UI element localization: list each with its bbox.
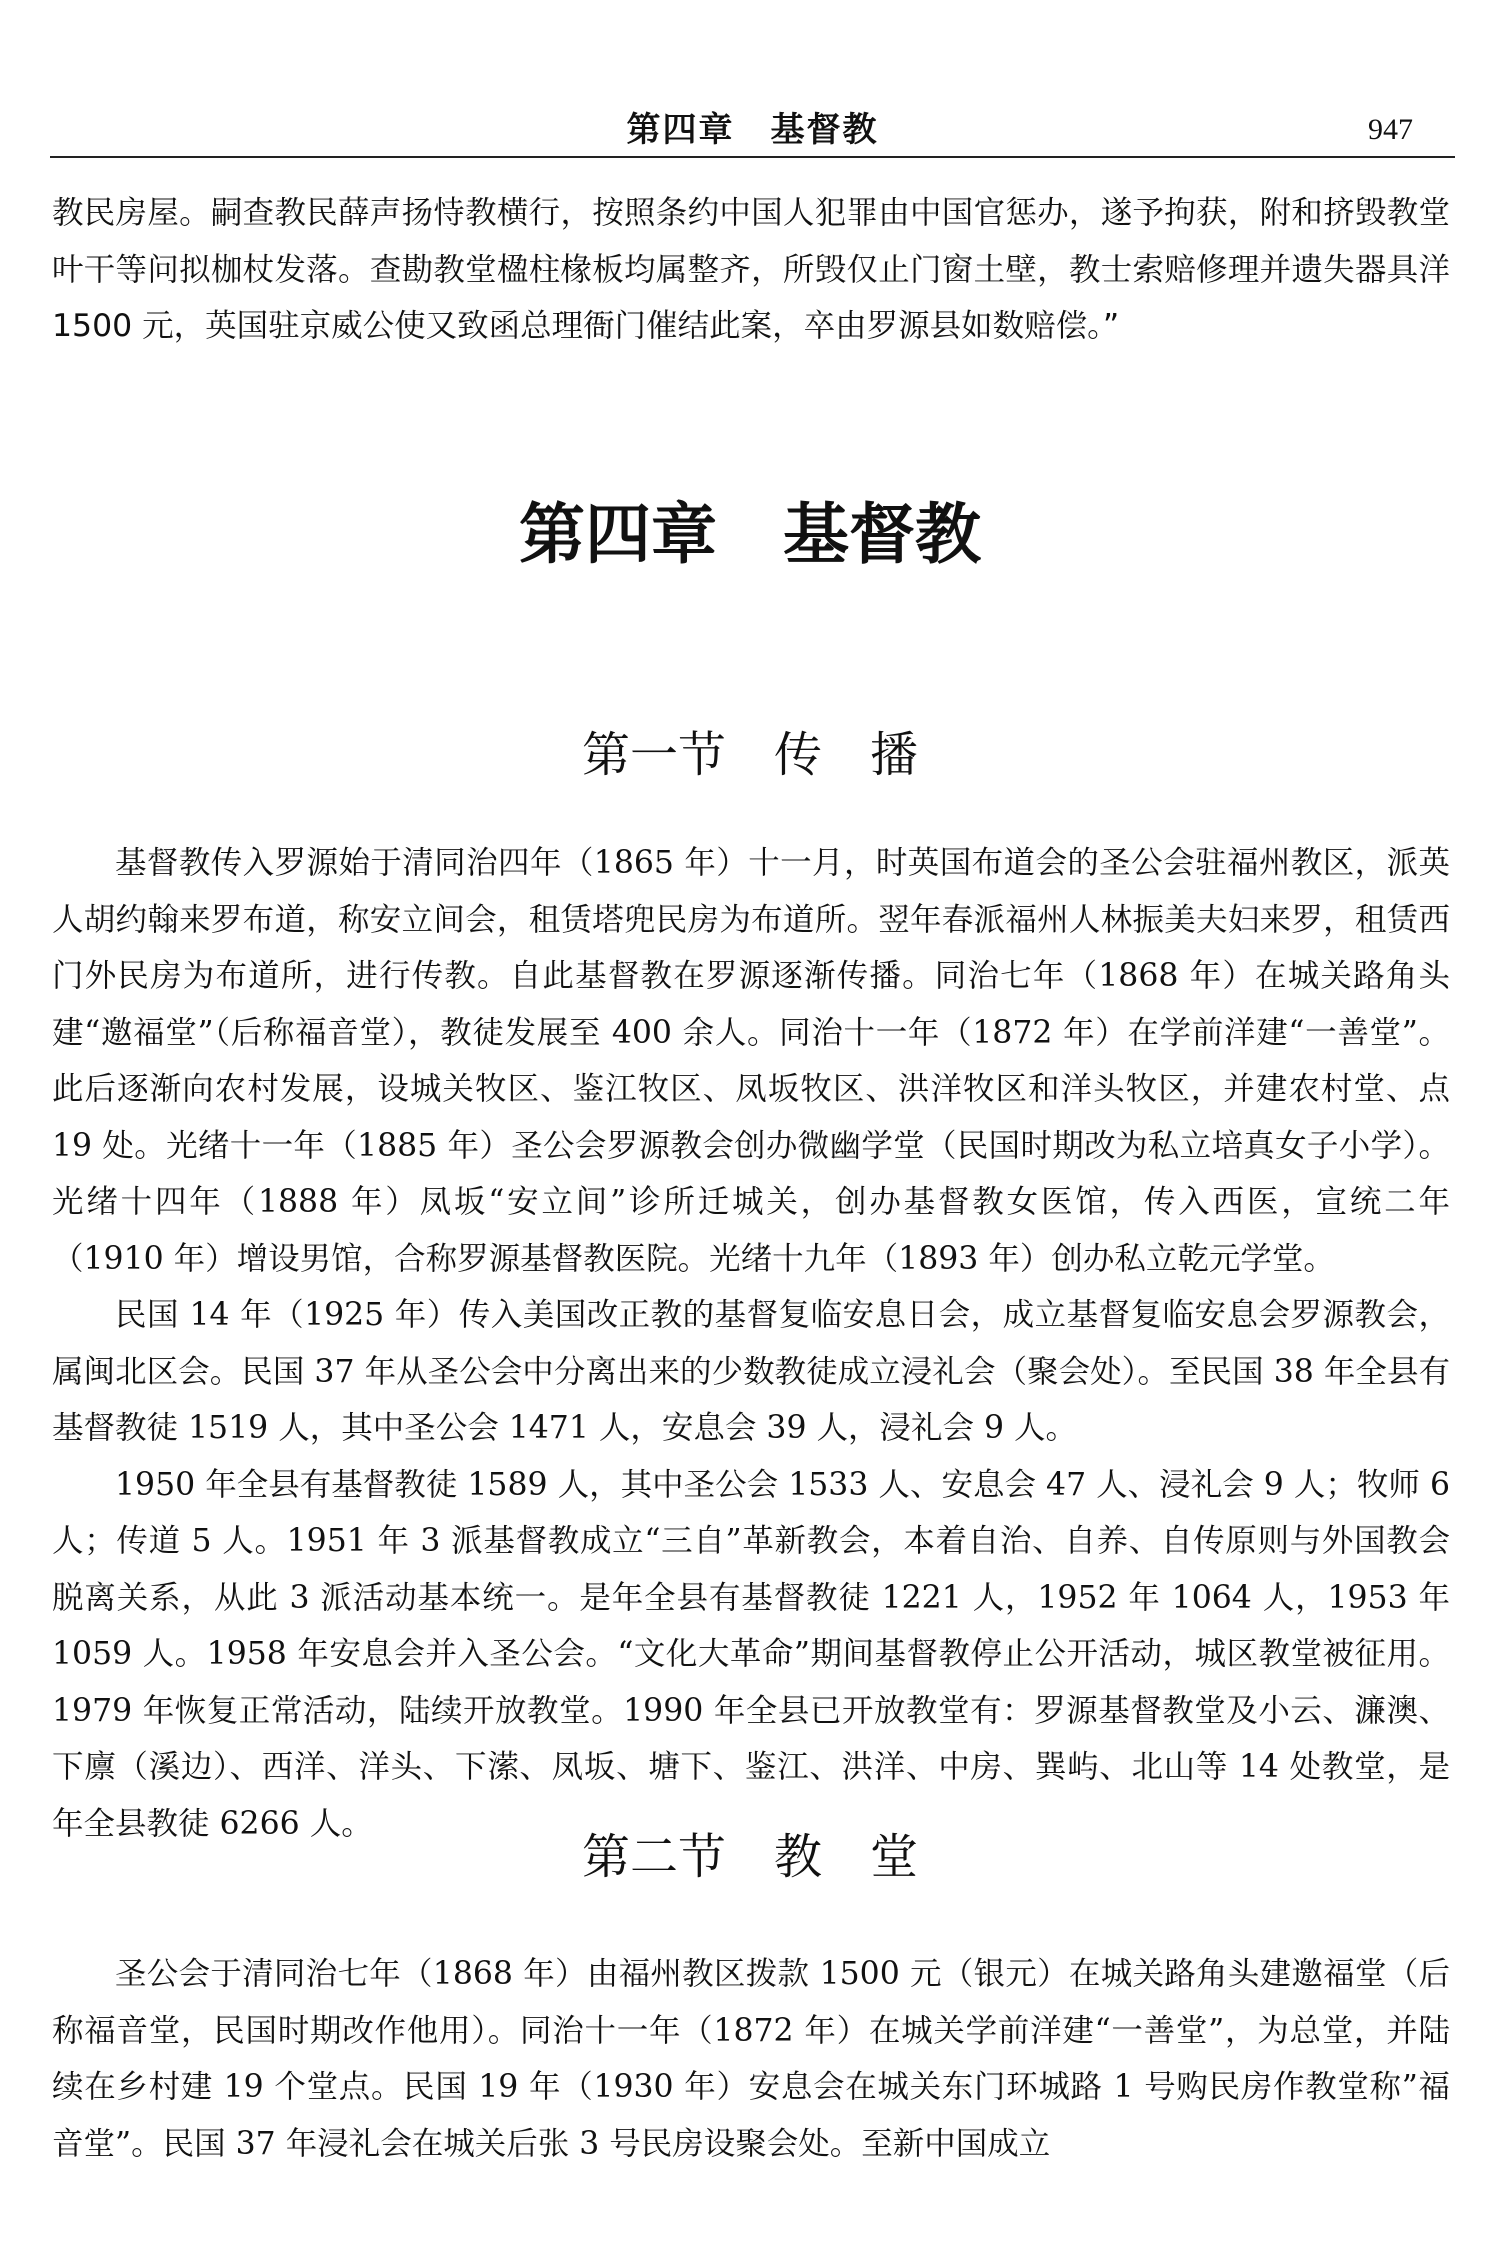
running-title: 第四章 基督教	[626, 110, 879, 150]
page-number: 947	[1368, 113, 1413, 146]
paragraph: 基督教传入罗源始于清同治四年（1865 年）十一月，时英国布道会的圣公会驻福州教区，派英人胡约翰来罗布道，称安立间会，租赁塔兜民房为布道所。翌年春派福州人林振美夫妇来罗，租赁西门外民房为布道所，进行传教。自此基督教在罗源逐渐传播。同治七年（1868 年）在城关路角头建“邀福堂”（后称福音堂），教徒发展至 400 余人。同治十一年（1872 年）在学前洋建“一善堂”。此后逐渐向农村发展，设城关牧区、鉴江牧区、凤坂牧区、洪洋牧区和洋头牧区，并建农村堂、点 19 处。光绪十一年（1885 年）圣公会罗源教会创办微幽学堂（民国时期改为私立培真女子小学）。光绪十四年（1888 年）凤坂“安立间”诊所迁城关，创办基督教女医馆，传入西医，宣统二年（1910 年）增设男馆，合称罗源基督教医院。光绪十九年（1893 年）创办私立乾元学堂。	[52, 845, 1450, 1277]
section-title: 第一节 传 播	[581, 727, 918, 783]
paragraph: 民国 14 年（1925 年）传入美国改正教的基督复临安息日会，成立基督复临安息会罗源教会，属闽北区会。民国 37 年从圣公会中分离出来的少数教徒成立浸礼会（聚会处）。至民国 38 年全县有基督教徒 1519 人，其中圣公会 1471 人，安息会 39 人，浸礼会 9 人。	[52, 1297, 1450, 1446]
continued-paragraph	[52, 185, 1450, 355]
paragraph: 圣公会于清同治七年（1868 年）由福州教区拨款 1500 元（银元）在城关路角头建邀福堂（后称福音堂，民国时期改作他用）。同治十一年（1872 年）在城关学前洋建“一善堂”，为总堂，并陆续在乡村建 19 个堂点。民国 19 年（1930 年）安息会在城关东门环城路 1 号购民房作教堂称”福音堂”。民国 37 年浸礼会在城关后张 3 号民房设聚会处。至新中国成立	[52, 1956, 1450, 2162]
paragraph: 1950 年全县有基督教徒 1589 人，其中圣公会 1533 人、安息会 47 人、浸礼会 9 人；牧师 6 人；传道 5 人。1951 年 3 派基督教成立“三自”革新教会，本着自治、自养、自传原则与外国教会脱离关系，从此 3 派活动基本统一。是年全县有基督教徒 1221 人，1952 年 1064 人，1953 年 1059 人。1958 年安息会并入圣公会。“文化大革命”期间基督教停止公开活动，城区教堂被征用。1979 年恢复正常活动，陆续开放教堂。1990 年全县已开放教堂有：罗源基督教堂及小云、濂澳、下廪（溪边）、西洋、洋头、下潆、凤坂、塘下、鉴江、洪洋、中房、巽屿、北山等 14 处教堂，是年全县教徒 6266 人。	[52, 1466, 1450, 1842]
section-title: 第二节 教 堂	[581, 1829, 918, 1885]
running-header	[50, 104, 1455, 156]
paragraph: 教民房屋。嗣查教民薛声扬恃教横行，按照条约中国人犯罪由中国官惩办，遂予拘获，附和挤毁教堂叶干等问拟枷杖发落。查勘教堂楹柱椽板均属整齐，所毁仅止门窗土壁，教士索赔修理并遗失器具洋 1500 元，英国驻京威公使又致函总理衙门催结此案，卒由罗源县如数赔偿。”	[52, 195, 1450, 344]
chapter-title: 第四章 基督教	[519, 496, 981, 573]
section-body	[52, 835, 1450, 1852]
section-body	[52, 1946, 1450, 2172]
header-rule	[50, 156, 1455, 158]
